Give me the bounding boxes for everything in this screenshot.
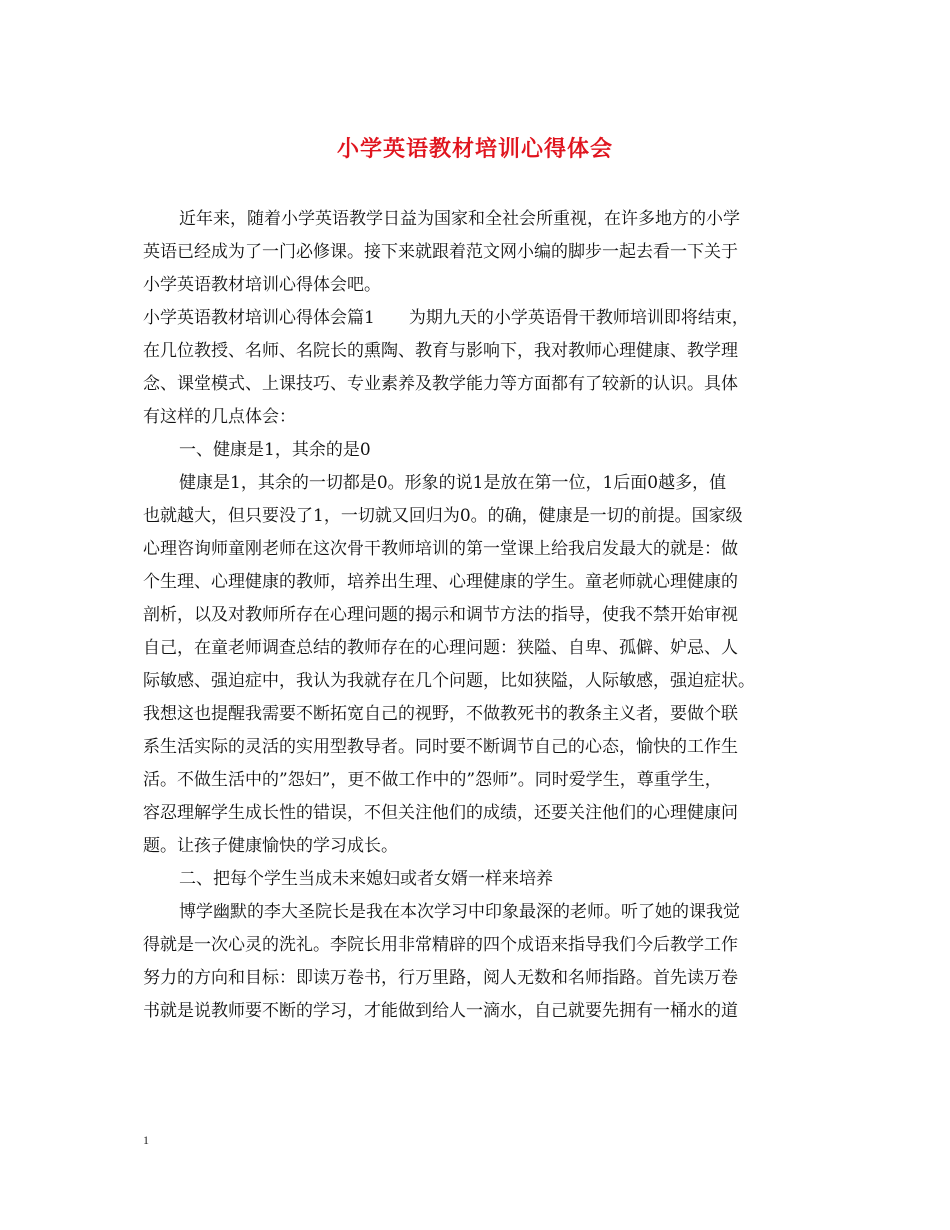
text-line: 近年来，随着小学英语教学日益为国家和全社会所重视，在许多地方的小学 xyxy=(179,209,740,229)
section-heading: 一、健康是1，其余的是0 xyxy=(179,440,371,460)
text-line: 努力的方向和目标：即读万卷书，行万里路，阅人无数和名师指路。首先读万卷 xyxy=(143,968,738,988)
text-line: 容忍理解学生成长性的错误，不但关注他们的成绩，还要关注他们的心理健康问 xyxy=(143,803,738,823)
document-title: 小学英语教材培训心得体会 xyxy=(336,137,613,162)
section-heading: 二、把每个学生当成未来媳妇或者女婿一样来培养 xyxy=(179,869,553,889)
text-line: 博学幽默的李大圣院长是我在本次学习中印象最深的老师。听了她的课我觉 xyxy=(179,902,740,922)
text-line: 健康是1，其余的一切都是0。形象的说1是放在第一位，1后面0越多，值 xyxy=(179,473,727,493)
text-line: 活。不做生活中的”怨妇”，更不做工作中的”怨师”。同时爱学生，尊重学生， xyxy=(143,770,722,790)
text-line: 我想这也提醒我需要不断拓宽自己的视野，不做教死书的教条主义者，要做个联 xyxy=(143,704,738,724)
text-line: 也就越大，但只要没了1，一切就又回归为0。的确，健康是一切的前提。国家级 xyxy=(143,506,743,526)
text-line: 得就是一次心灵的洗礼。李院长用非常精辟的四个成语来指导我们今后教学工作 xyxy=(143,935,738,955)
text-line: 心理咨询师童刚老师在这次骨干教师培训的第一堂课上给我启发最大的就是：做 xyxy=(143,539,738,559)
page-number: 1 xyxy=(143,1133,149,1147)
text-line: 际敏感、强迫症中，我认为我就存在几个问题，比如狭隘，人际敏感，强迫症状。 xyxy=(143,671,755,691)
text-line: 有这样的几点体会： xyxy=(143,407,296,427)
text-line: 小学英语教材培训心得体会篇1 为期九天的小学英语骨干教师培训即将结束， xyxy=(143,308,749,328)
text-line: 自己，在童老师调查总结的教师存在的心理问题：狭隘、自卑、孤僻、妒忌、人 xyxy=(143,638,738,658)
text-line: 英语已经成为了一门必修课。接下来就跟着范文网小编的脚步一起去看一下关于 xyxy=(143,242,738,262)
text-line: 题。让孩子健康愉快的学习成长。 xyxy=(143,836,398,856)
text-line: 系生活实际的灵活的实用型教导者。同时要不断调节自己的心态，愉快的工作生 xyxy=(143,737,738,757)
text-line: 念、课堂模式、上课技巧、专业素养及教学能力等方面都有了较新的认识。具体 xyxy=(143,374,738,394)
text-line: 书就是说教师要不断的学习，才能做到给人一滴水，自己就要先拥有一桶水的道 xyxy=(143,1001,738,1021)
text-line: 小学英语教材培训心得体会吧。 xyxy=(143,275,381,295)
text-line: 个生理、心理健康的教师，培养出生理、心理健康的学生。童老师就心理健康的 xyxy=(143,572,738,592)
text-line: 在几位教授、名师、名院长的熏陶、教育与影响下，我对教师心理健康、教学理 xyxy=(143,341,738,361)
document-body xyxy=(143,203,823,1028)
text-line: 剖析，以及对教师所存在心理问题的揭示和调节方法的指导，使我不禁开始审视 xyxy=(143,605,738,625)
